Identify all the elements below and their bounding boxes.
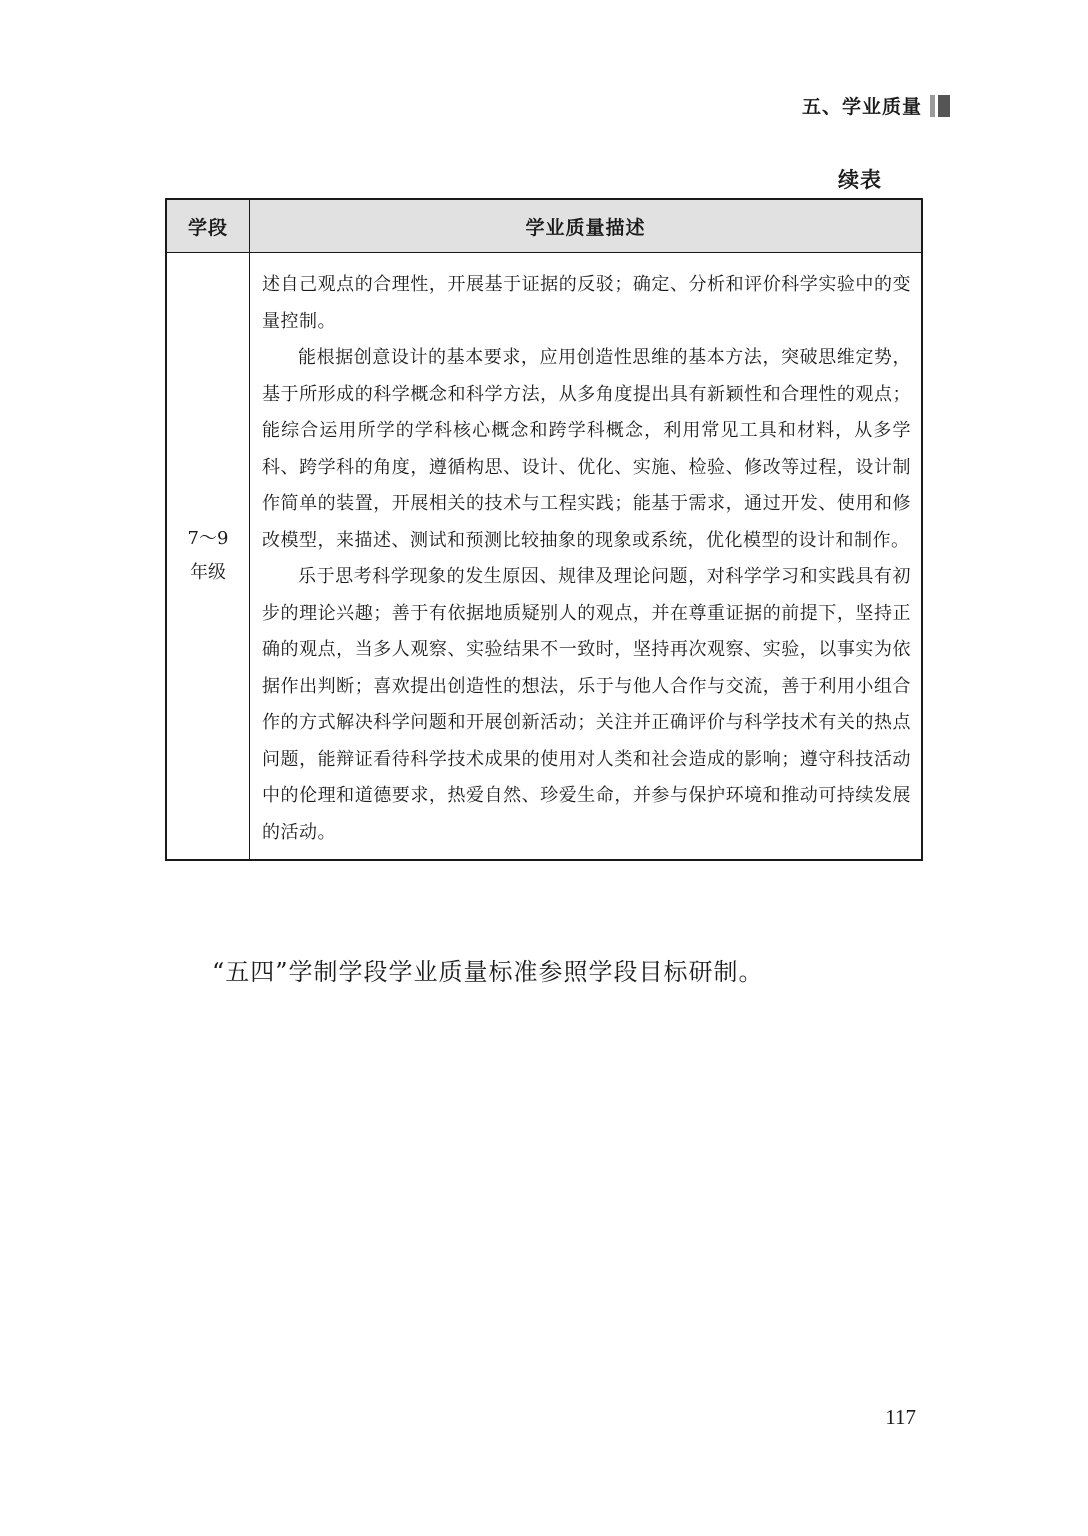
header-decoration-bars	[930, 95, 950, 117]
page-number: 117	[885, 1405, 916, 1429]
column-header-description: 学业质量描述	[250, 199, 923, 253]
description-cell	[250, 253, 923, 861]
header-bar-thick	[938, 95, 950, 117]
table-header-row	[166, 199, 922, 253]
running-header	[802, 92, 950, 119]
header-bar-thin	[930, 95, 935, 117]
stage-grade-label: 年级	[190, 562, 226, 583]
column-header-stage: 学段	[166, 199, 250, 253]
section-title: 五、学业质量	[801, 96, 922, 118]
footnote-text: “五四”学制学段学业质量标准参照学段目标研制。	[212, 958, 764, 986]
stage-grade-range: 7～9	[187, 528, 229, 549]
description-paragraph-3: 乐于思考科学现象的发生原因、规律及理论问题，对科学学习和实践具有初步的理论兴趣；善于有依据地质疑别人的观点，并在尊重证据的前提下，坚持正确的观点，当多人观察、实验结果不一致时，坚持再次观察、实验，以事实为依据作出判断；喜欢提出创造性的想法，乐于与他人合作与交流，善于利用小组合作的方式解决科学问题和开展创新活动；关注并正确评价与科学技术有关的热点问题，能辩证看待科学技术成果的使用对人类和社会造成的影响；遵守科技活动中的伦理和道德要求，热爱自然、珍爱生命，并参与保护环境和推动可持续发展的活动。	[262, 566, 911, 843]
stage-cell	[166, 253, 250, 861]
academic-quality-table	[165, 198, 923, 861]
description-paragraph-1: 述自己观点的合理性，开展基于证据的反驳；确定、分析和评价科学实验中的变量控制。	[262, 274, 911, 332]
description-paragraph-2: 能根据创意设计的基本要求，应用创造性思维的基本方法，突破思维定势，基于所形成的科学概念和科学方法，从多角度提出具有新颖性和合理性的观点；能综合运用所学的学科核心概念和跨学科概念，利用常见工具和材料，从多学科、跨学科的角度，遵循构思、设计、优化、实施、检验、修改等过程，设计制作简单的装置，开展相关的技术与工程实践；能基于需求，通过开发、使用和修改模型，来描述、测试和预测比较抽象的现象或系统，优化模型的设计和制作。	[262, 347, 911, 551]
table-row	[166, 253, 922, 861]
table-continued-label: 续表	[838, 168, 882, 192]
